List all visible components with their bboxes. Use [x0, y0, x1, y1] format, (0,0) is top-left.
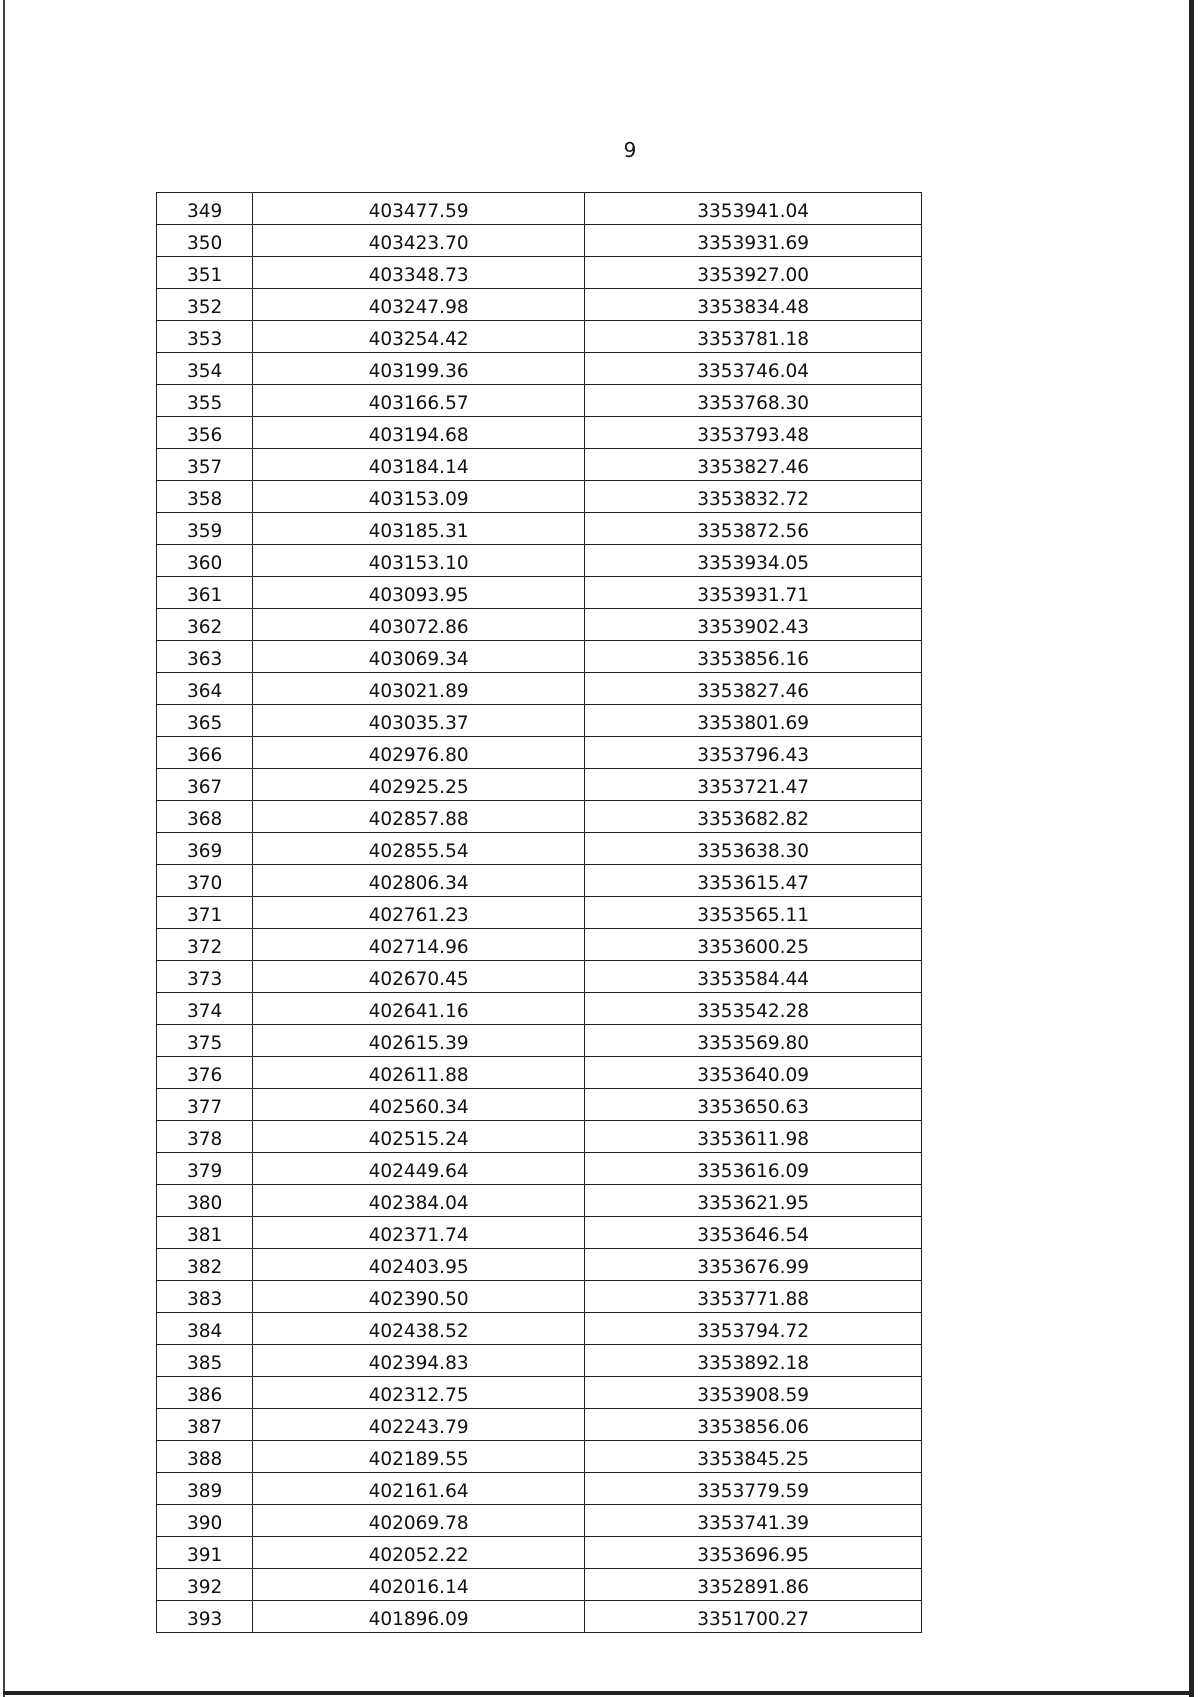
x-coordinate-cell: 403185.31 — [252, 513, 585, 545]
point-id-cell: 365 — [157, 705, 253, 737]
table-row — [157, 961, 922, 993]
table-row — [157, 929, 922, 961]
x-coordinate-cell: 402761.23 — [252, 897, 585, 929]
table-row — [157, 1121, 922, 1153]
y-coordinate-cell: 3353696.95 — [585, 1537, 922, 1569]
point-id-cell: 388 — [157, 1441, 253, 1473]
x-coordinate-cell: 403069.34 — [252, 641, 585, 673]
table-row — [157, 289, 922, 321]
x-coordinate-cell: 402611.88 — [252, 1057, 585, 1089]
table-row — [157, 993, 922, 1025]
point-id-cell: 359 — [157, 513, 253, 545]
x-coordinate-cell: 403153.09 — [252, 481, 585, 513]
y-coordinate-cell: 3353682.82 — [585, 801, 922, 833]
point-id-cell: 369 — [157, 833, 253, 865]
table-row — [157, 449, 922, 481]
x-coordinate-cell: 402394.83 — [252, 1345, 585, 1377]
x-coordinate-cell: 402515.24 — [252, 1121, 585, 1153]
y-coordinate-cell: 3353584.44 — [585, 961, 922, 993]
x-coordinate-cell: 402976.80 — [252, 737, 585, 769]
point-id-cell: 357 — [157, 449, 253, 481]
point-id-cell: 350 — [157, 225, 253, 257]
table-row — [157, 673, 922, 705]
x-coordinate-cell: 402161.64 — [252, 1473, 585, 1505]
y-coordinate-cell: 3353616.09 — [585, 1153, 922, 1185]
x-coordinate-cell: 402243.79 — [252, 1409, 585, 1441]
point-id-cell: 367 — [157, 769, 253, 801]
point-id-cell: 358 — [157, 481, 253, 513]
y-coordinate-cell: 3353721.47 — [585, 769, 922, 801]
table-row — [157, 545, 922, 577]
x-coordinate-cell: 403184.14 — [252, 449, 585, 481]
table-row — [157, 865, 922, 897]
y-coordinate-cell: 3353542.28 — [585, 993, 922, 1025]
point-id-cell: 349 — [157, 193, 253, 225]
table-row — [157, 1313, 922, 1345]
point-id-cell: 383 — [157, 1281, 253, 1313]
point-id-cell: 376 — [157, 1057, 253, 1089]
table-row — [157, 577, 922, 609]
table-row — [157, 705, 922, 737]
x-coordinate-cell: 403035.37 — [252, 705, 585, 737]
x-coordinate-cell: 402189.55 — [252, 1441, 585, 1473]
table-row — [157, 321, 922, 353]
point-id-cell: 356 — [157, 417, 253, 449]
x-coordinate-cell: 402615.39 — [252, 1025, 585, 1057]
table-row — [157, 193, 922, 225]
point-id-cell: 368 — [157, 801, 253, 833]
y-coordinate-cell: 3353834.48 — [585, 289, 922, 321]
x-coordinate-cell: 403166.57 — [252, 385, 585, 417]
table-row — [157, 257, 922, 289]
point-id-cell: 382 — [157, 1249, 253, 1281]
table-row — [157, 1217, 922, 1249]
x-coordinate-cell: 403254.42 — [252, 321, 585, 353]
y-coordinate-cell: 3352891.86 — [585, 1569, 922, 1601]
x-coordinate-cell: 403153.10 — [252, 545, 585, 577]
y-coordinate-cell: 3353741.39 — [585, 1505, 922, 1537]
point-id-cell: 393 — [157, 1601, 253, 1633]
table-row — [157, 1505, 922, 1537]
y-coordinate-cell: 3353640.09 — [585, 1057, 922, 1089]
table-row — [157, 513, 922, 545]
table-row — [157, 1441, 922, 1473]
point-id-cell: 375 — [157, 1025, 253, 1057]
y-coordinate-cell: 3353646.54 — [585, 1217, 922, 1249]
y-coordinate-cell: 3353902.43 — [585, 609, 922, 641]
y-coordinate-cell: 3353872.56 — [585, 513, 922, 545]
x-coordinate-cell: 403348.73 — [252, 257, 585, 289]
y-coordinate-cell: 3353856.06 — [585, 1409, 922, 1441]
y-coordinate-cell: 3353793.48 — [585, 417, 922, 449]
x-coordinate-cell: 403194.68 — [252, 417, 585, 449]
point-id-cell: 380 — [157, 1185, 253, 1217]
y-coordinate-cell: 3353781.18 — [585, 321, 922, 353]
page-border-right — [1189, 0, 1194, 1697]
point-id-cell: 370 — [157, 865, 253, 897]
y-coordinate-cell: 3353827.46 — [585, 449, 922, 481]
point-id-cell: 391 — [157, 1537, 253, 1569]
y-coordinate-cell: 3351700.27 — [585, 1601, 922, 1633]
table-row — [157, 1473, 922, 1505]
table-row — [157, 1025, 922, 1057]
x-coordinate-cell: 401896.09 — [252, 1601, 585, 1633]
point-id-cell: 355 — [157, 385, 253, 417]
page-border-left — [3, 0, 5, 1697]
x-coordinate-cell: 402449.64 — [252, 1153, 585, 1185]
table-row — [157, 417, 922, 449]
x-coordinate-cell: 402016.14 — [252, 1569, 585, 1601]
y-coordinate-cell: 3353856.16 — [585, 641, 922, 673]
table-row — [157, 1377, 922, 1409]
point-id-cell: 392 — [157, 1569, 253, 1601]
x-coordinate-cell: 402641.16 — [252, 993, 585, 1025]
x-coordinate-cell: 402670.45 — [252, 961, 585, 993]
y-coordinate-cell: 3353827.46 — [585, 673, 922, 705]
table-row — [157, 1057, 922, 1089]
point-id-cell: 362 — [157, 609, 253, 641]
x-coordinate-cell: 402312.75 — [252, 1377, 585, 1409]
y-coordinate-cell: 3353676.99 — [585, 1249, 922, 1281]
x-coordinate-cell: 403477.59 — [252, 193, 585, 225]
point-id-cell: 386 — [157, 1377, 253, 1409]
table-row — [157, 641, 922, 673]
y-coordinate-cell: 3353794.72 — [585, 1313, 922, 1345]
table-row — [157, 481, 922, 513]
y-coordinate-cell: 3353615.47 — [585, 865, 922, 897]
point-id-cell: 372 — [157, 929, 253, 961]
page-border-bottom — [3, 1691, 1194, 1695]
point-id-cell: 379 — [157, 1153, 253, 1185]
y-coordinate-cell: 3353565.11 — [585, 897, 922, 929]
x-coordinate-cell: 402384.04 — [252, 1185, 585, 1217]
x-coordinate-cell: 402390.50 — [252, 1281, 585, 1313]
x-coordinate-cell: 403093.95 — [252, 577, 585, 609]
point-id-cell: 389 — [157, 1473, 253, 1505]
y-coordinate-cell: 3353771.88 — [585, 1281, 922, 1313]
x-coordinate-cell: 402052.22 — [252, 1537, 585, 1569]
x-coordinate-cell: 402714.96 — [252, 929, 585, 961]
y-coordinate-cell: 3353892.18 — [585, 1345, 922, 1377]
y-coordinate-cell: 3353931.71 — [585, 577, 922, 609]
table-row — [157, 801, 922, 833]
y-coordinate-cell: 3353801.69 — [585, 705, 922, 737]
x-coordinate-cell: 402403.95 — [252, 1249, 585, 1281]
x-coordinate-cell: 403199.36 — [252, 353, 585, 385]
y-coordinate-cell: 3353611.98 — [585, 1121, 922, 1153]
y-coordinate-cell: 3353941.04 — [585, 193, 922, 225]
point-id-cell: 364 — [157, 673, 253, 705]
table-row — [157, 609, 922, 641]
table-row — [157, 833, 922, 865]
table-row — [157, 1601, 922, 1633]
point-id-cell: 361 — [157, 577, 253, 609]
y-coordinate-cell: 3353779.59 — [585, 1473, 922, 1505]
point-id-cell: 351 — [157, 257, 253, 289]
table-row — [157, 1185, 922, 1217]
y-coordinate-cell: 3353931.69 — [585, 225, 922, 257]
table-row — [157, 1089, 922, 1121]
y-coordinate-cell: 3353927.00 — [585, 257, 922, 289]
y-coordinate-cell: 3353569.80 — [585, 1025, 922, 1057]
x-coordinate-cell: 403021.89 — [252, 673, 585, 705]
x-coordinate-cell: 402438.52 — [252, 1313, 585, 1345]
x-coordinate-cell: 402069.78 — [252, 1505, 585, 1537]
coordinate-table — [156, 192, 922, 1633]
point-id-cell: 373 — [157, 961, 253, 993]
y-coordinate-cell: 3353845.25 — [585, 1441, 922, 1473]
point-id-cell: 390 — [157, 1505, 253, 1537]
x-coordinate-cell: 402855.54 — [252, 833, 585, 865]
point-id-cell: 366 — [157, 737, 253, 769]
y-coordinate-cell: 3353908.59 — [585, 1377, 922, 1409]
table-row — [157, 769, 922, 801]
x-coordinate-cell: 403423.70 — [252, 225, 585, 257]
table-row — [157, 353, 922, 385]
table-row — [157, 225, 922, 257]
y-coordinate-cell: 3353600.25 — [585, 929, 922, 961]
table-row — [157, 1249, 922, 1281]
y-coordinate-cell: 3353638.30 — [585, 833, 922, 865]
y-coordinate-cell: 3353650.63 — [585, 1089, 922, 1121]
y-coordinate-cell: 3353768.30 — [585, 385, 922, 417]
x-coordinate-cell: 403072.86 — [252, 609, 585, 641]
x-coordinate-cell: 402560.34 — [252, 1089, 585, 1121]
point-id-cell: 363 — [157, 641, 253, 673]
point-id-cell: 352 — [157, 289, 253, 321]
point-id-cell: 353 — [157, 321, 253, 353]
table-row — [157, 1409, 922, 1441]
point-id-cell: 378 — [157, 1121, 253, 1153]
point-id-cell: 384 — [157, 1313, 253, 1345]
table-row — [157, 1569, 922, 1601]
table-row — [157, 737, 922, 769]
point-id-cell: 385 — [157, 1345, 253, 1377]
y-coordinate-cell: 3353832.72 — [585, 481, 922, 513]
coordinate-table-body — [157, 193, 922, 1633]
point-id-cell: 371 — [157, 897, 253, 929]
y-coordinate-cell: 3353621.95 — [585, 1185, 922, 1217]
table-row — [157, 1345, 922, 1377]
table-row — [157, 1153, 922, 1185]
y-coordinate-cell: 3353934.05 — [585, 545, 922, 577]
x-coordinate-cell: 402371.74 — [252, 1217, 585, 1249]
x-coordinate-cell: 402857.88 — [252, 801, 585, 833]
point-id-cell: 387 — [157, 1409, 253, 1441]
point-id-cell: 377 — [157, 1089, 253, 1121]
point-id-cell: 354 — [157, 353, 253, 385]
table-row — [157, 897, 922, 929]
x-coordinate-cell: 402925.25 — [252, 769, 585, 801]
y-coordinate-cell: 3353796.43 — [585, 737, 922, 769]
page-number: 9 — [623, 138, 637, 162]
point-id-cell: 374 — [157, 993, 253, 1025]
y-coordinate-cell: 3353746.04 — [585, 353, 922, 385]
x-coordinate-cell: 402806.34 — [252, 865, 585, 897]
table-row — [157, 1537, 922, 1569]
point-id-cell: 360 — [157, 545, 253, 577]
x-coordinate-cell: 403247.98 — [252, 289, 585, 321]
table-row — [157, 385, 922, 417]
table-row — [157, 1281, 922, 1313]
point-id-cell: 381 — [157, 1217, 253, 1249]
